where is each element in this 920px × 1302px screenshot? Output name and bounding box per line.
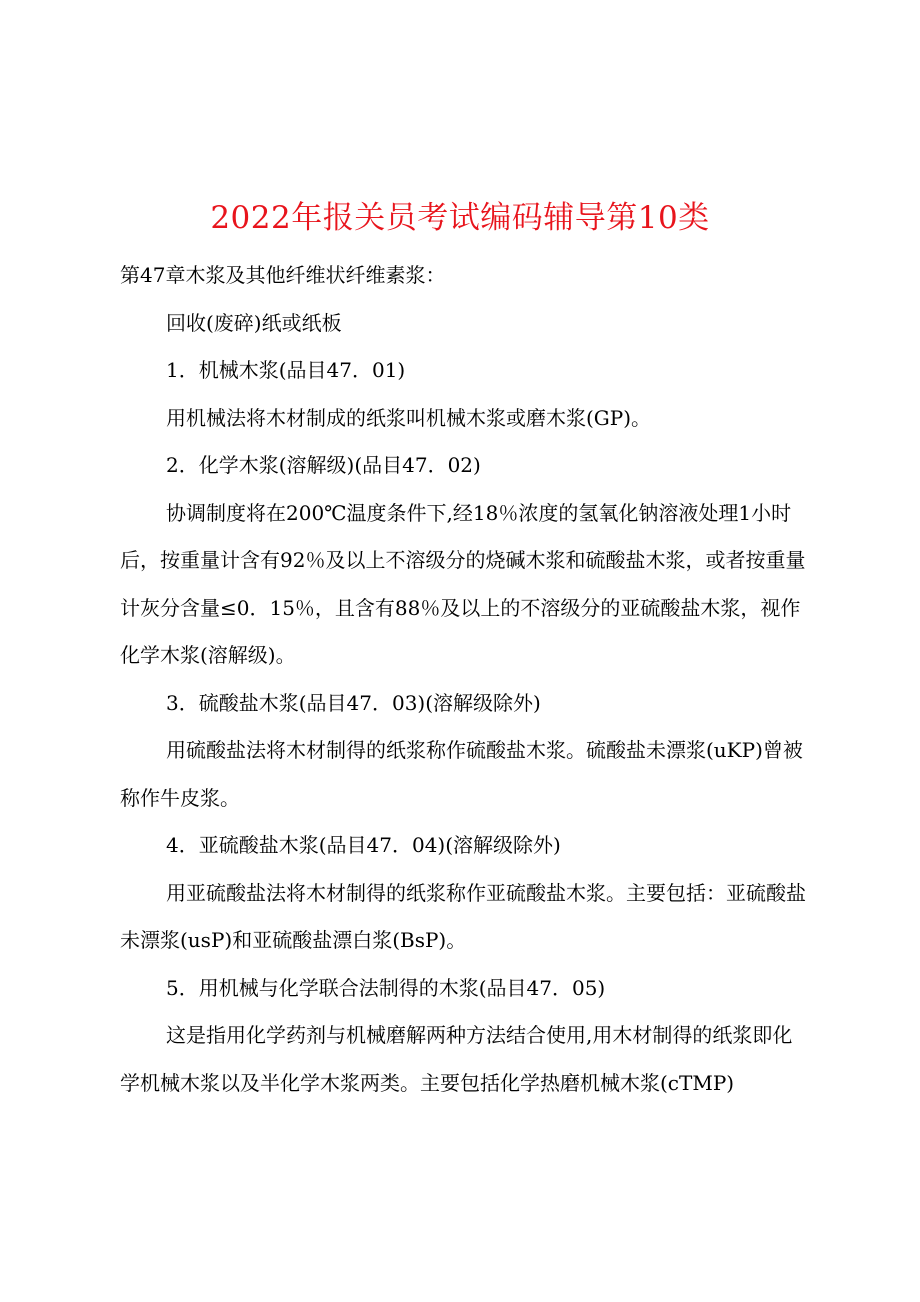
paragraph: 回收(废碎)纸或纸板 [166, 310, 342, 335]
section-heading: 3．硫酸盐木浆(品目47．03)(溶解级除外) [166, 690, 541, 715]
paragraph: 用亚硫酸盐法将木材制得的纸浆称作亚硫酸盐木浆。主要包括：亚硫酸盐未漂浆(usP)和亚硫酸盐漂白浆(BsP)。 [120, 880, 806, 952]
paragraph: 这是指用化学药剂与机械磨解两种方法结合使用,用木材制得的纸浆即化学机械木浆以及半化学木浆两类。主要包括化学热磨机械木浆(cTMP) [120, 1023, 793, 1095]
paragraph: 协调制度将在200℃温度条件下,经18％浓度的氢氧化钠溶液处理1小时后，按重量计含有92％及以上不溶级分的烧碱木浆和硫酸盐木浆，或者按重量计灰分含量≤0．15％，且含有88％及以上的不溶级分的亚硫酸盐木浆，视作化学木浆(溶解级)。 [120, 500, 806, 667]
chapter-heading: 第47章木浆及其他纤维状纤维素浆： [120, 263, 446, 287]
document-title: 2022年报关员考试编码辅导第10类 [210, 200, 710, 236]
paragraph: 用机械法将木材制成的纸浆叫机械木浆或磨木浆(GP)。 [166, 405, 652, 430]
section-heading: 4．亚硫酸盐木浆(品目47．04)(溶解级除外) [166, 833, 561, 857]
paragraph: 用硫酸盐法将木材制得的纸浆称作硫酸盐木浆。硫酸盐未漂浆(uKP)曾被称作牛皮浆。 [120, 738, 803, 810]
section-heading: 5．用机械与化学联合法制得的木浆(品目47．05) [166, 975, 606, 1000]
document-body [120, 252, 810, 1107]
section-heading: 1．机械木浆(品目47．01) [166, 358, 406, 382]
section-heading: 2．化学木浆(溶解级)(品目47．02) [166, 453, 481, 477]
